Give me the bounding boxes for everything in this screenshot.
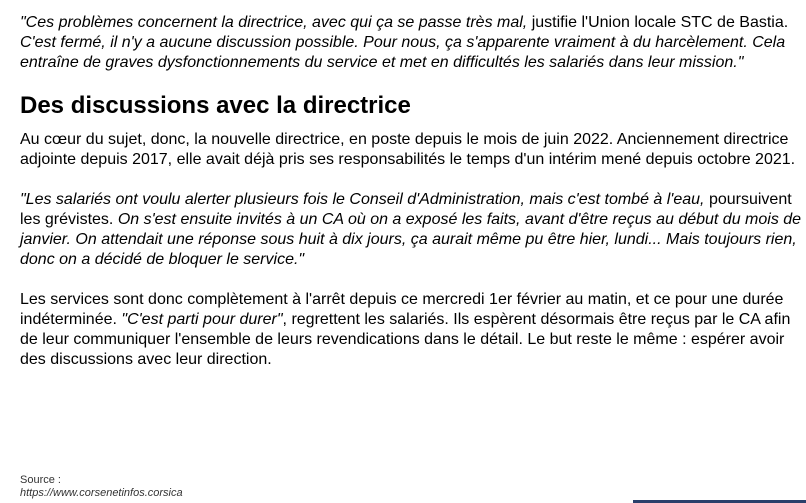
article-body: [20, 10, 804, 370]
source-link[interactable]: https://www.corsenetinfos.corsica: [20, 487, 183, 499]
quote-union-stc-part1: "Ces problèmes concernent la directrice, avec qui ça se passe très mal,: [20, 14, 528, 31]
paragraph-services-quote: "C'est parti pour durer": [121, 311, 283, 328]
source-label: Source :: [20, 474, 61, 486]
paragraph-services-part2: , regrettent les salariés. Ils espèrent désormais être reçus par le CA afin de leur communiquer l'ensemble de leurs revendications dans le détail. Le but reste le même : espérer avoir des discussions avec leur direction.: [20, 311, 791, 368]
quote-salaries-part2: On s'est ensuite invités à un CA où on a exposé les faits, avant d'être reçus au début du mois de janvier. On attendait une réponse sous huit à dix jours, ça aurait même pu être hier, lundi... Mais toujours rien, donc on a décidé de bloquer le service.": [20, 211, 802, 268]
paragraph-directrice: Au cœur du sujet, donc, la nouvelle directrice, en poste depuis le mois de juin 2022. Anciennement directrice adjointe depuis 2017, elle avait déjà pris ses responsabilités le temps d'un intérim mené depuis octobre 2021.: [20, 131, 796, 168]
paragraph-services-part1: Les services sont donc complètement à l'arrêt depuis ce mercredi 1er février au matin, et ce pour une durée indéterminée.: [20, 291, 784, 328]
section-heading: Des discussions avec la directrice: [20, 92, 411, 119]
quote-salaries-part1: "Les salariés ont voulu alerter plusieurs fois le Conseil d'Administration, mais c'est tombé à l'eau,: [20, 191, 705, 208]
quote-union-stc-attribution: justifie l'Union locale STC de Bastia.: [527, 14, 789, 31]
quote-union-stc-part2: C'est fermé, il n'y a aucune discussion possible. Pour nous, ça s'apparente vraiment à du harcèlement. Cela entraîne de graves dysfonctionnements du service et met en difficultés les salariés dans leur mission.": [20, 34, 786, 71]
quote-union-stc: [20, 13, 804, 73]
paragraph-services: [20, 290, 804, 370]
quote-salaries-attribution: poursuivent les grévistes.: [20, 191, 792, 228]
quote-salaries: [20, 190, 804, 270]
source-credit: [20, 474, 183, 500]
